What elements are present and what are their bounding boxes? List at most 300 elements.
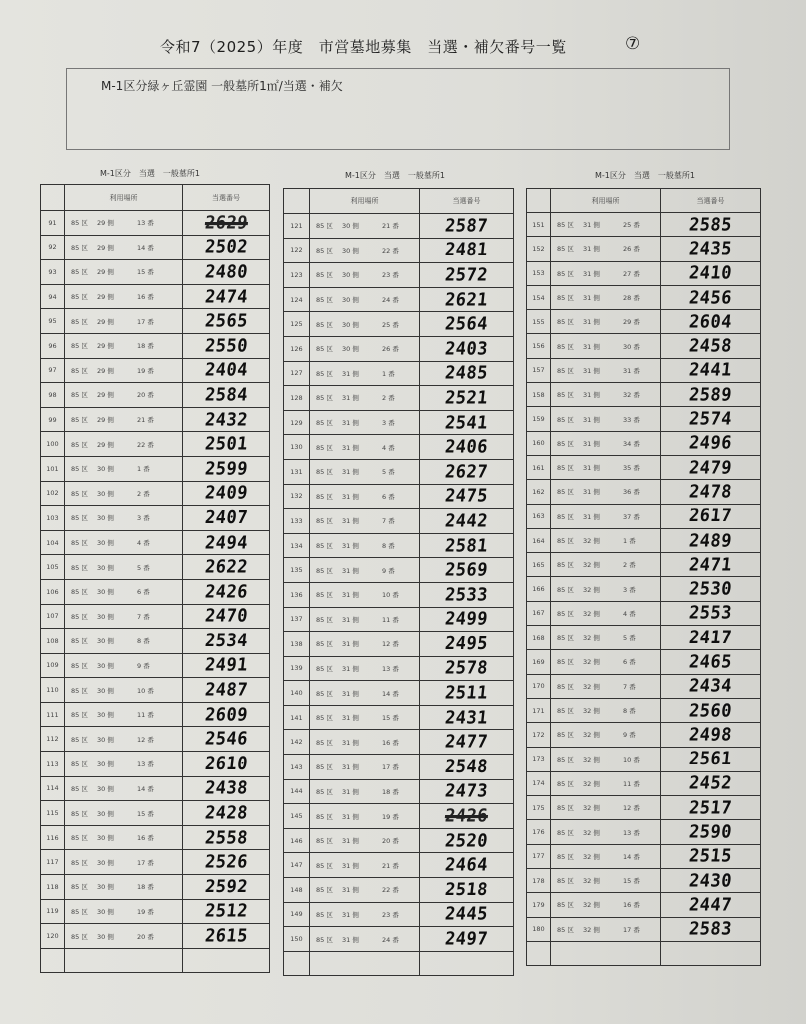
plot-location	[65, 211, 183, 236]
row-number: 123	[284, 263, 310, 288]
location-ku: 85 区	[316, 664, 333, 673]
location-retsu: 32 側	[583, 731, 600, 740]
table-row	[41, 407, 270, 432]
plot-location	[551, 455, 661, 479]
location-retsu: 29 側	[97, 243, 114, 252]
winning-number: 2432	[203, 409, 249, 431]
location-ku: 85 区	[71, 391, 88, 400]
location-retsu: 32 側	[583, 925, 600, 934]
location-retsu: 30 側	[97, 465, 114, 474]
handwritten-number	[420, 681, 514, 706]
location-ku: 85 区	[71, 784, 88, 793]
plot-location	[65, 235, 183, 260]
table-row	[527, 601, 761, 625]
handwritten-number	[420, 312, 514, 337]
location-retsu: 31 側	[583, 488, 600, 497]
table-row	[527, 285, 761, 309]
row-number: 110	[41, 678, 65, 703]
table-row	[284, 361, 514, 386]
location-ku: 85 区	[557, 609, 574, 618]
table-row	[41, 776, 270, 801]
location-ku: 85 区	[316, 345, 333, 354]
location-ku: 85 区	[557, 439, 574, 448]
winning-number: 2548	[443, 756, 490, 778]
plot-location	[551, 747, 661, 771]
row-number: 92	[41, 235, 65, 260]
plot-location	[551, 917, 661, 941]
location-ban: 8 番	[623, 707, 636, 716]
table-row	[527, 577, 761, 601]
location-ku: 85 区	[316, 763, 333, 772]
location-retsu: 31 側	[342, 861, 359, 870]
table-row	[284, 828, 514, 853]
location-ban: 32 番	[623, 391, 640, 400]
row-number: 143	[284, 755, 310, 780]
location-retsu: 31 側	[342, 935, 359, 944]
location-retsu: 29 側	[97, 342, 114, 351]
winning-number: 2609	[203, 704, 249, 726]
row-number: 157	[527, 358, 551, 382]
handwritten-number	[661, 334, 761, 358]
subtitle-box	[66, 68, 730, 150]
location-ban: 9 番	[623, 731, 636, 740]
location-ku: 85 区	[316, 615, 333, 624]
winning-number: 2474	[203, 286, 249, 308]
handwritten-number	[420, 779, 514, 804]
handwritten-number	[661, 213, 761, 237]
location-ban: 28 番	[623, 294, 640, 303]
table-row	[284, 287, 514, 312]
row-number: 105	[41, 555, 65, 580]
row-number: 107	[41, 604, 65, 629]
location-retsu: 29 側	[97, 317, 114, 326]
location-ban: 16 番	[623, 901, 640, 910]
row-number: 154	[527, 285, 551, 309]
plot-location	[551, 893, 661, 917]
page-number: ⑦	[625, 34, 641, 54]
row-number: 136	[284, 582, 310, 607]
row-number: 93	[41, 260, 65, 285]
location-ku: 85 区	[71, 563, 88, 572]
location-retsu: 30 側	[97, 661, 114, 670]
location-ban: 24 番	[382, 935, 399, 944]
handwritten-number	[420, 755, 514, 780]
row-number: 91	[41, 211, 65, 236]
results-table-2	[283, 188, 514, 976]
location-ku: 85 区	[316, 861, 333, 870]
handwritten-number	[661, 358, 761, 382]
table-row	[284, 484, 514, 509]
plot-location	[310, 214, 420, 239]
plot-location	[65, 752, 183, 777]
row-number: 149	[284, 902, 310, 927]
location-retsu: 32 側	[583, 755, 600, 764]
handwritten-number	[183, 456, 270, 481]
location-ban: 7 番	[382, 517, 395, 526]
plot-location	[65, 284, 183, 309]
row-number: 160	[527, 431, 551, 455]
location-retsu: 29 側	[97, 293, 114, 302]
handwritten-number	[183, 383, 270, 408]
table-row	[284, 410, 514, 435]
location-retsu: 31 側	[342, 837, 359, 846]
row-number: 117	[41, 850, 65, 875]
location-retsu: 31 側	[583, 342, 600, 351]
winning-number: 2558	[203, 827, 249, 849]
plot-location	[310, 607, 420, 632]
table-row	[527, 358, 761, 382]
location-ban: 34 番	[623, 439, 640, 448]
table-row	[527, 650, 761, 674]
location-retsu: 31 側	[342, 517, 359, 526]
table-row	[284, 779, 514, 804]
plot-location	[65, 407, 183, 432]
row-number: 178	[527, 869, 551, 893]
empty-row	[284, 951, 514, 975]
location-retsu: 32 側	[583, 877, 600, 886]
location-ku: 85 区	[557, 634, 574, 643]
row-number: 163	[527, 504, 551, 528]
plot-location	[551, 553, 661, 577]
location-ban: 25 番	[623, 221, 640, 230]
winning-number: 2434	[687, 675, 734, 697]
location-ku: 85 区	[316, 566, 333, 575]
table-caption-3: M-1区分 当選 一般墓所1	[595, 171, 695, 180]
results-table-3	[526, 188, 761, 966]
location-ban: 13 番	[137, 219, 154, 228]
location-ku: 85 区	[316, 837, 333, 846]
handwritten-number	[420, 386, 514, 411]
location-ban: 20 番	[137, 391, 154, 400]
row-number: 142	[284, 730, 310, 755]
winning-number: 2447	[687, 894, 734, 916]
table-row	[527, 407, 761, 431]
location-ban: 11 番	[382, 615, 399, 624]
location-ban: 14 番	[137, 784, 154, 793]
location-ban: 23 番	[382, 910, 399, 919]
table-row	[41, 481, 270, 506]
row-number: 165	[527, 553, 551, 577]
handwritten-number	[183, 899, 270, 924]
plot-location	[551, 528, 661, 552]
plot-location	[310, 336, 420, 361]
results-table-1	[40, 184, 270, 973]
location-retsu: 31 側	[583, 415, 600, 424]
location-ku: 85 区	[316, 492, 333, 501]
row-number: 102	[41, 481, 65, 506]
location-ban: 17 番	[137, 858, 154, 867]
location-ku: 85 区	[71, 317, 88, 326]
winning-number: 2518	[443, 879, 490, 901]
row-number: 114	[41, 776, 65, 801]
table-row	[41, 653, 270, 678]
location-ku: 85 区	[557, 755, 574, 764]
location-ban: 13 番	[137, 760, 154, 769]
table-row	[284, 533, 514, 558]
winning-number: 2403	[443, 338, 490, 360]
row-number: 94	[41, 284, 65, 309]
location-ban: 2 番	[623, 561, 636, 570]
table-row	[41, 875, 270, 900]
handwritten-number	[183, 727, 270, 752]
table-row	[527, 553, 761, 577]
location-retsu: 31 側	[583, 391, 600, 400]
table-row	[527, 893, 761, 917]
winning-number: 2583	[687, 918, 734, 940]
plot-location	[65, 850, 183, 875]
location-retsu: 30 側	[97, 637, 114, 646]
location-ku: 85 区	[557, 318, 574, 327]
table-row	[41, 530, 270, 555]
plot-location	[65, 333, 183, 358]
plot-location	[310, 779, 420, 804]
location-ku: 85 区	[557, 512, 574, 521]
handwritten-number	[183, 555, 270, 580]
location-ban: 30 番	[623, 342, 640, 351]
location-retsu: 31 側	[342, 419, 359, 428]
handwritten-number	[420, 509, 514, 534]
location-retsu: 30 側	[97, 514, 114, 523]
location-ban: 18 番	[382, 787, 399, 796]
winning-number: 2404	[203, 359, 249, 381]
plot-location	[310, 878, 420, 903]
winning-number: 2578	[443, 657, 490, 679]
winning-number: 2526	[203, 851, 249, 873]
handwritten-number	[420, 705, 514, 730]
location-ku: 85 区	[71, 907, 88, 916]
winning-number: 2564	[443, 313, 490, 335]
table-row	[284, 509, 514, 534]
table-row	[527, 334, 761, 358]
location-ban: 19 番	[137, 366, 154, 375]
table-caption-2: M-1区分 当選 一般墓所1	[345, 171, 445, 180]
location-retsu: 32 側	[583, 561, 600, 570]
table-row	[527, 431, 761, 455]
location-ban: 4 番	[623, 609, 636, 618]
location-ku: 85 区	[557, 877, 574, 886]
winning-number: 2627	[443, 461, 490, 483]
row-number: 124	[284, 287, 310, 312]
location-ku: 85 区	[71, 514, 88, 523]
location-ban: 2 番	[137, 489, 150, 498]
plot-location	[551, 334, 661, 358]
location-retsu: 32 側	[583, 901, 600, 910]
location-ban: 22 番	[382, 246, 399, 255]
table-row	[527, 480, 761, 504]
table-row	[284, 656, 514, 681]
location-ku: 85 区	[316, 443, 333, 452]
row-number: 129	[284, 410, 310, 435]
location-ku: 85 区	[71, 760, 88, 769]
location-ku: 85 区	[316, 419, 333, 428]
location-retsu: 32 側	[583, 828, 600, 837]
location-ban: 11 番	[623, 779, 640, 788]
winning-number: 2546	[203, 728, 249, 750]
handwritten-number	[661, 455, 761, 479]
handwritten-number	[661, 261, 761, 285]
plot-location	[310, 484, 420, 509]
table-row	[41, 825, 270, 850]
table-row	[284, 558, 514, 583]
plot-location	[65, 776, 183, 801]
location-ku: 85 区	[557, 585, 574, 594]
handwritten-number	[420, 336, 514, 361]
handwritten-number	[420, 214, 514, 239]
location-ban: 14 番	[137, 243, 154, 252]
row-number: 119	[41, 899, 65, 924]
table-row	[527, 820, 761, 844]
location-ku: 85 区	[557, 561, 574, 570]
location-ku: 85 区	[557, 294, 574, 303]
location-ku: 85 区	[557, 828, 574, 837]
location-ban: 7 番	[137, 612, 150, 621]
location-ku: 85 区	[71, 342, 88, 351]
table-row	[284, 238, 514, 263]
winning-number: 2464	[443, 854, 490, 876]
location-retsu: 31 側	[342, 714, 359, 723]
table-row	[284, 681, 514, 706]
plot-location	[65, 481, 183, 506]
handwritten-number	[183, 333, 270, 358]
empty-cell	[183, 948, 270, 972]
plot-location	[310, 632, 420, 657]
plot-location	[310, 927, 420, 952]
winning-number: 2553	[687, 602, 734, 624]
table-row	[41, 752, 270, 777]
handwritten-number	[183, 432, 270, 457]
plot-location	[551, 698, 661, 722]
plot-location	[65, 579, 183, 604]
winning-number: 2477	[443, 731, 490, 753]
handwritten-number	[183, 850, 270, 875]
location-ku: 85 区	[316, 517, 333, 526]
winning-number: 2590	[687, 821, 734, 843]
location-ku: 85 区	[71, 661, 88, 670]
table-row	[284, 435, 514, 460]
location-ban: 20 番	[137, 932, 154, 941]
empty-cell	[661, 941, 761, 965]
table-row	[527, 504, 761, 528]
location-retsu: 30 側	[97, 932, 114, 941]
location-ku: 85 区	[557, 852, 574, 861]
table-row	[284, 902, 514, 927]
table-row	[284, 263, 514, 288]
location-ban: 5 番	[137, 563, 150, 572]
location-retsu: 29 側	[97, 219, 114, 228]
location-ban: 7 番	[623, 682, 636, 691]
handwritten-number	[420, 902, 514, 927]
plot-location	[65, 383, 183, 408]
handwritten-number	[420, 878, 514, 903]
table-row	[41, 383, 270, 408]
plot-location	[65, 555, 183, 580]
plot-location	[551, 504, 661, 528]
location-retsu: 31 側	[583, 245, 600, 254]
table-row	[527, 674, 761, 698]
row-number: 164	[527, 528, 551, 552]
subtitle-text: M-1区分緑ヶ丘霊園 一般墓所1㎡/当選・補欠	[101, 79, 343, 93]
handwritten-number	[183, 481, 270, 506]
location-ban: 22 番	[137, 440, 154, 449]
location-retsu: 31 側	[342, 492, 359, 501]
plot-location	[551, 869, 661, 893]
row-number: 179	[527, 893, 551, 917]
winning-number: 2481	[443, 239, 490, 261]
location-ban: 3 番	[382, 419, 395, 428]
location-ku: 85 区	[557, 391, 574, 400]
table-row	[527, 455, 761, 479]
location-retsu: 31 側	[583, 366, 600, 375]
plot-location	[551, 674, 661, 698]
location-ban: 3 番	[623, 585, 636, 594]
handwritten-number	[661, 553, 761, 577]
handwritten-number	[661, 285, 761, 309]
table-row	[284, 632, 514, 657]
location-ban: 6 番	[137, 588, 150, 597]
row-number: 122	[284, 238, 310, 263]
row-number: 130	[284, 435, 310, 460]
winning-number: 2617	[687, 505, 734, 527]
handwritten-number	[661, 747, 761, 771]
row-number: 170	[527, 674, 551, 698]
location-ku: 85 区	[71, 416, 88, 425]
table-row	[527, 261, 761, 285]
table-row	[284, 459, 514, 484]
row-number: 100	[41, 432, 65, 457]
table-row	[527, 310, 761, 334]
row-number: 118	[41, 875, 65, 900]
winning-number: 2438	[203, 777, 249, 799]
table-row	[41, 235, 270, 260]
winning-number: 2495	[443, 633, 490, 655]
winning-number: 2497	[443, 928, 490, 950]
location-ban: 13 番	[623, 828, 640, 837]
table-row	[41, 801, 270, 826]
plot-location	[310, 558, 420, 583]
location-ku: 85 区	[316, 468, 333, 477]
location-ku: 85 区	[316, 812, 333, 821]
handwritten-number	[661, 601, 761, 625]
handwritten-number	[661, 504, 761, 528]
location-ku: 85 区	[316, 910, 333, 919]
location-ban: 6 番	[382, 492, 395, 501]
winning-number: 2585	[687, 214, 734, 236]
plot-location	[310, 582, 420, 607]
location-ban: 22 番	[382, 886, 399, 895]
location-ban: 16 番	[137, 293, 154, 302]
handwritten-number	[661, 310, 761, 334]
location-ku: 85 区	[316, 591, 333, 600]
table-row	[41, 850, 270, 875]
plot-location	[65, 653, 183, 678]
row-number: 128	[284, 386, 310, 411]
header-number: 当選番号	[661, 189, 761, 213]
location-retsu: 30 側	[97, 907, 114, 916]
location-retsu: 32 側	[583, 585, 600, 594]
plot-location	[551, 261, 661, 285]
location-ban: 25 番	[382, 320, 399, 329]
plot-location	[551, 650, 661, 674]
plot-location	[65, 530, 183, 555]
location-retsu: 31 側	[583, 294, 600, 303]
plot-location	[65, 702, 183, 727]
plot-location	[65, 506, 183, 531]
table-row	[41, 604, 270, 629]
handwritten-number	[420, 558, 514, 583]
winning-number: 2442	[443, 510, 490, 532]
location-ban: 15 番	[623, 877, 640, 886]
location-retsu: 30 側	[97, 784, 114, 793]
